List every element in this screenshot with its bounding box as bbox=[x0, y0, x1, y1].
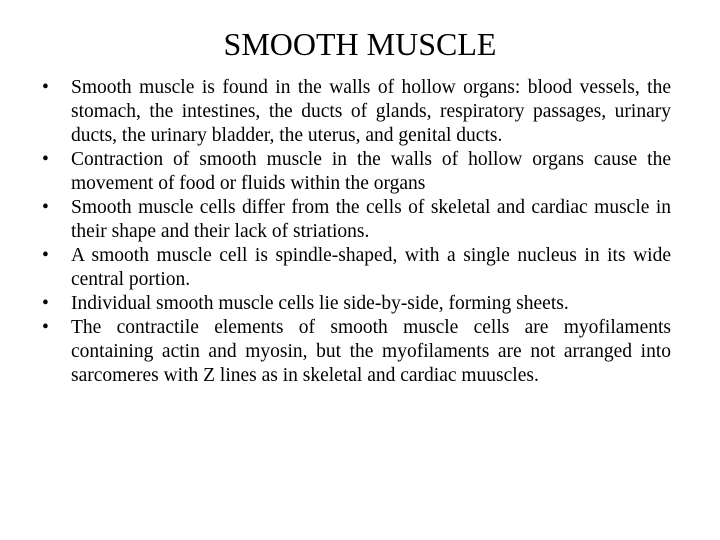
bullet-item bbox=[42, 292, 671, 316]
bullet-icon: • bbox=[42, 317, 49, 338]
bullet-icon: • bbox=[42, 293, 49, 314]
bullet-item bbox=[42, 76, 671, 148]
bullet-icon: • bbox=[42, 197, 49, 218]
bullet-icon: • bbox=[42, 245, 49, 266]
bullet-item bbox=[42, 148, 671, 196]
bullet-text: A smooth muscle cell is spindle-shaped, with a single nucleus in its wide central portion. bbox=[71, 245, 671, 290]
bullet-item bbox=[42, 316, 671, 388]
bullet-icon: • bbox=[42, 149, 49, 170]
bullet-list bbox=[42, 76, 671, 388]
bullet-text: The contractile elements of smooth muscle cells are myofilaments containing actin and myosin, but the myofilaments are not arranged into sarcomeres with Z lines as in skeletal and cardiac muuscles. bbox=[71, 317, 671, 386]
bullet-text: Smooth muscle cells differ from the cells of skeletal and cardiac muscle in their shape and their lack of striations. bbox=[71, 197, 671, 242]
bullet-text: Contraction of smooth muscle in the walls of hollow organs cause the movement of food or fluids within the organs bbox=[71, 149, 671, 194]
bullet-text: Individual smooth muscle cells lie side-by-side, forming sheets. bbox=[71, 293, 569, 314]
bullet-icon: • bbox=[42, 77, 49, 98]
bullet-item bbox=[42, 196, 671, 244]
bullet-item bbox=[42, 244, 671, 292]
bullet-text: Smooth muscle is found in the walls of hollow organs: blood vessels, the stomach, the intestines, the ducts of glands, respiratory passages, urinary ducts, the urinary bladder, the uterus, and genital ducts. bbox=[71, 77, 671, 146]
slide-title: SMOOTH MUSCLE bbox=[223, 26, 497, 62]
